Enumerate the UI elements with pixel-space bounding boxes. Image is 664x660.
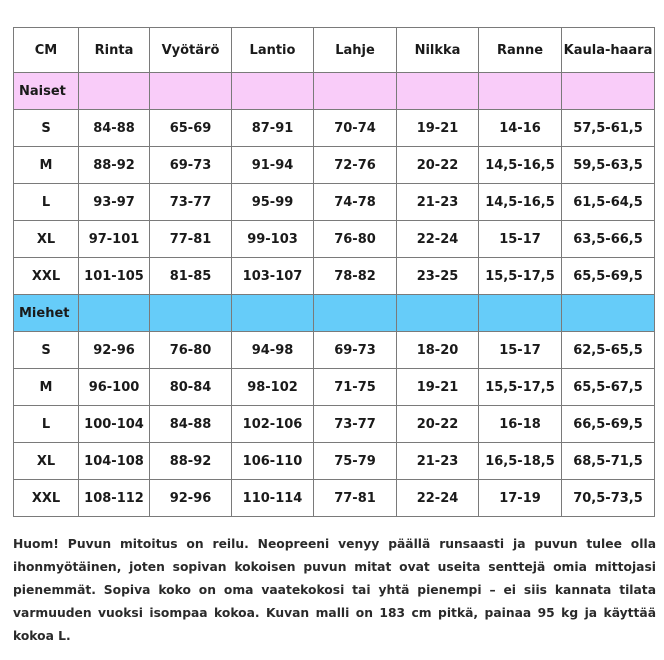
cell-size: XXL bbox=[14, 258, 79, 295]
column-header-lantio: Lantio bbox=[232, 28, 314, 73]
cell-kaula-haara: 68,5-71,5 bbox=[562, 443, 655, 480]
cell-nilkka: 19-21 bbox=[397, 110, 479, 147]
cell-rinta: 104-108 bbox=[79, 443, 150, 480]
cell-lantio: 87-91 bbox=[232, 110, 314, 147]
cell-kaula-haara: 57,5-61,5 bbox=[562, 110, 655, 147]
cell-lantio: 95-99 bbox=[232, 184, 314, 221]
table-row bbox=[14, 110, 655, 147]
cell-ranne: 16-18 bbox=[479, 406, 562, 443]
cell-vyotaro: 73-77 bbox=[150, 184, 232, 221]
table-row bbox=[14, 480, 655, 517]
table-row bbox=[14, 147, 655, 184]
cell-size: XXL bbox=[14, 480, 79, 517]
cell-ranne: 15-17 bbox=[479, 332, 562, 369]
cell-lantio: 106-110 bbox=[232, 443, 314, 480]
cell-lahje: 72-76 bbox=[314, 147, 397, 184]
cell-size: S bbox=[14, 332, 79, 369]
section-fill-cell bbox=[79, 73, 150, 110]
column-header-lahje: Lahje bbox=[314, 28, 397, 73]
cell-size: L bbox=[14, 184, 79, 221]
cell-lantio: 103-107 bbox=[232, 258, 314, 295]
cell-lahje: 70-74 bbox=[314, 110, 397, 147]
table-row bbox=[14, 184, 655, 221]
table-body bbox=[14, 73, 655, 517]
cell-rinta: 93-97 bbox=[79, 184, 150, 221]
cell-kaula-haara: 65,5-69,5 bbox=[562, 258, 655, 295]
section-fill-cell bbox=[314, 73, 397, 110]
cell-lantio: 99-103 bbox=[232, 221, 314, 258]
cell-rinta: 100-104 bbox=[79, 406, 150, 443]
section-fill-cell bbox=[479, 295, 562, 332]
cell-ranne: 14,5-16,5 bbox=[479, 147, 562, 184]
cell-vyotaro: 65-69 bbox=[150, 110, 232, 147]
cell-rinta: 96-100 bbox=[79, 369, 150, 406]
header-row bbox=[14, 28, 655, 73]
cell-lahje: 77-81 bbox=[314, 480, 397, 517]
cell-vyotaro: 88-92 bbox=[150, 443, 232, 480]
cell-size: M bbox=[14, 147, 79, 184]
cell-lahje: 71-75 bbox=[314, 369, 397, 406]
section-fill-cell bbox=[150, 295, 232, 332]
table-row bbox=[14, 332, 655, 369]
cell-nilkka: 20-22 bbox=[397, 406, 479, 443]
table-row bbox=[14, 406, 655, 443]
cell-vyotaro: 81-85 bbox=[150, 258, 232, 295]
column-header-ranne: Ranne bbox=[479, 28, 562, 73]
cell-kaula-haara: 63,5-66,5 bbox=[562, 221, 655, 258]
column-header-cm: CM bbox=[14, 28, 79, 73]
column-header-rinta: Rinta bbox=[79, 28, 150, 73]
cell-rinta: 84-88 bbox=[79, 110, 150, 147]
cell-lantio: 91-94 bbox=[232, 147, 314, 184]
section-fill-cell bbox=[150, 73, 232, 110]
section-fill-cell bbox=[232, 73, 314, 110]
section-label: Miehet bbox=[14, 295, 79, 332]
cell-ranne: 15-17 bbox=[479, 221, 562, 258]
cell-rinta: 92-96 bbox=[79, 332, 150, 369]
cell-nilkka: 22-24 bbox=[397, 221, 479, 258]
cell-ranne: 14,5-16,5 bbox=[479, 184, 562, 221]
cell-lahje: 75-79 bbox=[314, 443, 397, 480]
cell-vyotaro: 80-84 bbox=[150, 369, 232, 406]
cell-kaula-haara: 62,5-65,5 bbox=[562, 332, 655, 369]
cell-kaula-haara: 66,5-69,5 bbox=[562, 406, 655, 443]
section-fill-cell bbox=[562, 73, 655, 110]
cell-kaula-haara: 59,5-63,5 bbox=[562, 147, 655, 184]
cell-size: XL bbox=[14, 221, 79, 258]
cell-lahje: 76-80 bbox=[314, 221, 397, 258]
cell-size: XL bbox=[14, 443, 79, 480]
cell-nilkka: 22-24 bbox=[397, 480, 479, 517]
column-header-nilkka: Nilkka bbox=[397, 28, 479, 73]
table-row bbox=[14, 443, 655, 480]
cell-kaula-haara: 70,5-73,5 bbox=[562, 480, 655, 517]
cell-ranne: 15,5-17,5 bbox=[479, 369, 562, 406]
section-fill-cell bbox=[397, 73, 479, 110]
column-header-kaula-haara: Kaula-haara bbox=[562, 28, 655, 73]
table-row bbox=[14, 221, 655, 258]
cell-rinta: 108-112 bbox=[79, 480, 150, 517]
cell-nilkka: 21-23 bbox=[397, 443, 479, 480]
cell-lantio: 102-106 bbox=[232, 406, 314, 443]
cell-ranne: 14-16 bbox=[479, 110, 562, 147]
section-row-naiset bbox=[14, 73, 655, 110]
cell-nilkka: 18-20 bbox=[397, 332, 479, 369]
table-row bbox=[14, 258, 655, 295]
cell-size: L bbox=[14, 406, 79, 443]
cell-ranne: 15,5-17,5 bbox=[479, 258, 562, 295]
section-fill-cell bbox=[314, 295, 397, 332]
section-row-miehet bbox=[14, 295, 655, 332]
section-fill-cell bbox=[79, 295, 150, 332]
cell-ranne: 17-19 bbox=[479, 480, 562, 517]
section-fill-cell bbox=[479, 73, 562, 110]
cell-lahje: 74-78 bbox=[314, 184, 397, 221]
cell-vyotaro: 69-73 bbox=[150, 147, 232, 184]
cell-lahje: 73-77 bbox=[314, 406, 397, 443]
cell-rinta: 88-92 bbox=[79, 147, 150, 184]
cell-lantio: 110-114 bbox=[232, 480, 314, 517]
cell-vyotaro: 76-80 bbox=[150, 332, 232, 369]
section-fill-cell bbox=[562, 295, 655, 332]
cell-kaula-haara: 61,5-64,5 bbox=[562, 184, 655, 221]
cell-rinta: 97-101 bbox=[79, 221, 150, 258]
sizing-note: Huom! Puvun mitoitus on reilu. Neopreeni venyy päällä runsaasti ja puvun tulee olla ihonmyötäinen, joten sopivan kokoisen puvun mitat ovat useita senttejä omia mittojasi pienemmät. Sopiva koko on oma vaatekokosi tai yhtä pienempi – ei siis kannata tilata varmuuden vuoksi isompaa kokoa. Kuvan malli on 183 cm pitkä, painaa 95 kg ja käyttää kokoa L. bbox=[13, 537, 656, 643]
cell-lantio: 94-98 bbox=[232, 332, 314, 369]
table-row bbox=[14, 369, 655, 406]
cell-vyotaro: 92-96 bbox=[150, 480, 232, 517]
cell-vyotaro: 84-88 bbox=[150, 406, 232, 443]
size-chart-table bbox=[13, 27, 655, 517]
cell-nilkka: 23-25 bbox=[397, 258, 479, 295]
cell-size: M bbox=[14, 369, 79, 406]
cell-lahje: 78-82 bbox=[314, 258, 397, 295]
section-label: Naiset bbox=[14, 73, 79, 110]
cell-vyotaro: 77-81 bbox=[150, 221, 232, 258]
cell-nilkka: 19-21 bbox=[397, 369, 479, 406]
cell-size: S bbox=[14, 110, 79, 147]
cell-kaula-haara: 65,5-67,5 bbox=[562, 369, 655, 406]
cell-nilkka: 21-23 bbox=[397, 184, 479, 221]
column-header-vyotaro: Vyötärö bbox=[150, 28, 232, 73]
cell-lahje: 69-73 bbox=[314, 332, 397, 369]
section-fill-cell bbox=[232, 295, 314, 332]
cell-rinta: 101-105 bbox=[79, 258, 150, 295]
cell-nilkka: 20-22 bbox=[397, 147, 479, 184]
cell-ranne: 16,5-18,5 bbox=[479, 443, 562, 480]
section-fill-cell bbox=[397, 295, 479, 332]
cell-lantio: 98-102 bbox=[232, 369, 314, 406]
